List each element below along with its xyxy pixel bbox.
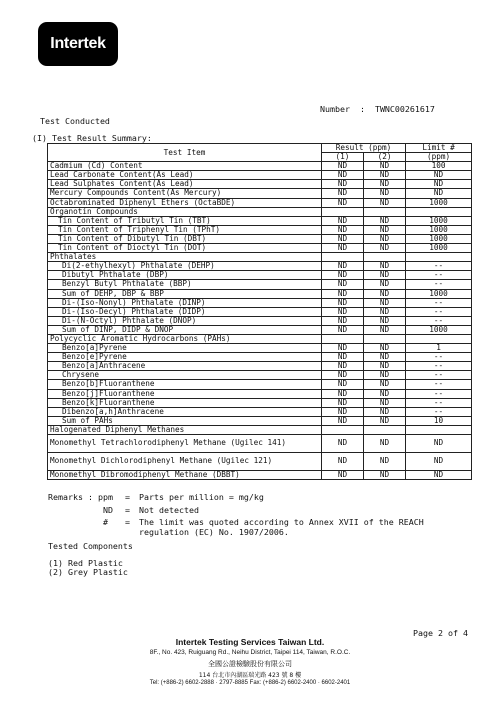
limit-cell: 10	[406, 416, 472, 425]
test-item-cell: Sum of PAHs	[48, 416, 322, 425]
remarks-hash-equals: =	[125, 517, 130, 527]
summary-title: (I) Test Result Summary:	[32, 133, 152, 143]
remarks-hash-definition: The limit was quoted according to Annex XVII of the REACH	[139, 517, 424, 527]
test-item-cell: Tin Content of Tributyl Tin (TBT)	[48, 216, 322, 225]
section-row	[48, 334, 472, 343]
result-2-cell: ND	[364, 307, 406, 316]
limit-cell: ND	[406, 453, 472, 471]
component-2: (2) Grey Plastic	[48, 567, 128, 577]
logo-text: Intertek	[50, 35, 106, 52]
result-2-cell: ND	[364, 298, 406, 307]
limit-cell: 100	[406, 162, 472, 171]
table-row	[48, 216, 472, 225]
table-row	[48, 225, 472, 234]
header-limit-unit: (ppm)	[406, 153, 472, 162]
test-item-cell: Di-(Iso-Decyl) Phthalate (DIDP)	[48, 307, 322, 316]
result-1-cell: ND	[322, 307, 364, 316]
limit-cell	[406, 334, 472, 343]
test-item-cell: Lead Carbonate Content(As Lead)	[48, 171, 322, 180]
table-row	[48, 353, 472, 362]
result-1-cell	[322, 207, 364, 216]
remarks-hash-key: #	[103, 517, 108, 527]
limit-cell	[406, 425, 472, 434]
table-row	[48, 162, 472, 171]
table-row	[48, 234, 472, 243]
intertek-logo	[38, 22, 118, 66]
result-2-cell: ND	[364, 416, 406, 425]
result-1-cell: ND	[322, 380, 364, 389]
limit-cell: 1000	[406, 325, 472, 334]
table-row	[48, 471, 472, 480]
result-1-cell: ND	[322, 189, 364, 198]
result-1-cell: ND	[322, 407, 364, 416]
result-1-cell: ND	[322, 280, 364, 289]
section-heading: Halogenated Diphenyl Methanes	[48, 425, 322, 434]
header-sample-2: (2)	[364, 153, 406, 162]
result-2-cell	[364, 334, 406, 343]
limit-cell: 1000	[406, 289, 472, 298]
test-item-cell: Cadmium (Cd) Content	[48, 162, 322, 171]
result-2-cell: ND	[364, 435, 406, 453]
table-row	[48, 271, 472, 280]
result-1-cell: ND	[322, 262, 364, 271]
table-row	[48, 371, 472, 380]
limit-cell: --	[406, 389, 472, 398]
test-item-cell: Sum of DEHP, DBP & BBP	[48, 289, 322, 298]
table-row	[48, 180, 472, 189]
report-number: Number : TWNC00261617	[320, 104, 435, 114]
result-1-cell: ND	[322, 162, 364, 171]
test-item-cell: Benzyl Butyl Phthalate (BBP)	[48, 280, 322, 289]
result-2-cell: ND	[364, 398, 406, 407]
limit-cell: 1000	[406, 244, 472, 253]
test-item-cell: Monomethyl Dichlorodiphenyl Methane (Ugilec 121)	[48, 453, 322, 471]
section-heading: Polycyclic Aromatic Hydrocarbons (PAHs)	[48, 334, 322, 343]
result-2-cell: ND	[364, 471, 406, 480]
header-test-item: Test Item	[48, 144, 322, 162]
result-2-cell: ND	[364, 371, 406, 380]
table-row	[48, 171, 472, 180]
header-result: Result (ppm)	[322, 144, 406, 153]
test-item-cell: Benzo[j]Fluoranthene	[48, 389, 322, 398]
result-1-cell: ND	[322, 453, 364, 471]
result-1-cell: ND	[322, 435, 364, 453]
result-2-cell: ND	[364, 289, 406, 298]
footer-chinese-address: 114 台北市內湖區瑞光路 423 號 8 樓	[198, 672, 302, 679]
test-item-cell: Di(2-ethylhexyl) Phthalate (DEHP)	[48, 262, 322, 271]
test-item-cell: Benzo[k]Fluoranthene	[48, 398, 322, 407]
table-row	[48, 362, 472, 371]
remarks-hash-definition-cont: regulation (EC) No. 1907/2006.	[139, 527, 289, 537]
result-1-cell: ND	[322, 271, 364, 280]
test-item-cell: Dibenzo[a,h]Anthracene	[48, 407, 322, 416]
limit-cell: --	[406, 371, 472, 380]
limit-cell: --	[406, 407, 472, 416]
result-2-cell: ND	[364, 316, 406, 325]
limit-cell: ND	[406, 189, 472, 198]
section-row	[48, 207, 472, 216]
limit-cell: --	[406, 316, 472, 325]
limit-cell: ND	[406, 435, 472, 453]
test-item-cell: Monomethyl Tetrachlorodiphenyl Methane (Ugilec 141)	[48, 435, 322, 453]
test-item-cell: Octabrominated Diphenyl Ethers (OctaBDE)	[48, 198, 322, 207]
table-row	[48, 389, 472, 398]
remarks-ppm-definition: Parts per million = mg/kg	[139, 492, 264, 502]
limit-cell: --	[406, 280, 472, 289]
result-2-cell: ND	[364, 244, 406, 253]
result-table	[47, 143, 472, 480]
test-conducted-heading: Test Conducted	[40, 116, 110, 126]
limit-cell: --	[406, 362, 472, 371]
result-1-cell: ND	[322, 344, 364, 353]
result-2-cell: ND	[364, 407, 406, 416]
result-2-cell: ND	[364, 280, 406, 289]
table-row	[48, 435, 472, 453]
result-1-cell: ND	[322, 471, 364, 480]
result-1-cell: ND	[322, 244, 364, 253]
limit-cell: ND	[406, 180, 472, 189]
table-row	[48, 398, 472, 407]
result-2-cell: ND	[364, 271, 406, 280]
limit-cell: ND	[406, 471, 472, 480]
section-heading: Organotin Compounds	[48, 207, 322, 216]
result-2-cell: ND	[364, 225, 406, 234]
test-item-cell: Mercury Compounds Content(As Mercury)	[48, 189, 322, 198]
table-row	[48, 244, 472, 253]
test-item-cell: Benzo[a]Pyrene	[48, 344, 322, 353]
table-row	[48, 344, 472, 353]
remarks-nd-equals: =	[125, 505, 130, 515]
limit-cell: ND	[406, 171, 472, 180]
section-row	[48, 425, 472, 434]
result-2-cell: ND	[364, 216, 406, 225]
footer-chinese-name: 全國公證檢驗股份有限公司	[208, 660, 292, 668]
footer-phones: Tel: (+886-2) 6602-2888 · 2797-8885 Fax: (+886-2) 6602-2400 · 6602-2401	[149, 680, 351, 686]
result-2-cell: ND	[364, 171, 406, 180]
table-row	[48, 198, 472, 207]
result-1-cell: ND	[322, 225, 364, 234]
result-2-cell: ND	[364, 234, 406, 243]
limit-cell: 1	[406, 344, 472, 353]
table-row	[48, 380, 472, 389]
footer-company: Intertek Testing Services Taiwan Ltd.	[175, 637, 325, 647]
result-2-cell: ND	[364, 180, 406, 189]
test-item-cell: Chrysene	[48, 371, 322, 380]
footer-address: 8F., No. 423, Ruiguang Rd., Neihu District, Taipei 114, Taiwan, R.O.C.	[149, 649, 351, 656]
test-item-cell: Sum of DINP, DIDP & DNOP	[48, 325, 322, 334]
limit-cell: --	[406, 298, 472, 307]
section-heading: Phthalates	[48, 253, 322, 262]
component-1: (1) Red Plastic	[48, 558, 123, 568]
remarks-ppm-equals: =	[125, 492, 130, 502]
table-row	[48, 407, 472, 416]
header-limit: Limit #	[406, 144, 472, 153]
result-1-cell: ND	[322, 389, 364, 398]
result-2-cell: ND	[364, 380, 406, 389]
limit-cell: --	[406, 262, 472, 271]
test-item-cell: Di-(Iso-Nonyl) Phthalate (DINP)	[48, 298, 322, 307]
result-1-cell: ND	[322, 398, 364, 407]
limit-cell: 1000	[406, 225, 472, 234]
limit-cell: --	[406, 307, 472, 316]
result-1-cell: ND	[322, 234, 364, 243]
limit-cell: --	[406, 271, 472, 280]
tested-components-title: Tested Components	[48, 541, 133, 551]
table-row	[48, 307, 472, 316]
limit-cell: 1000	[406, 198, 472, 207]
result-2-cell: ND	[364, 189, 406, 198]
test-item-cell: Benzo[e]Pyrene	[48, 353, 322, 362]
result-1-cell: ND	[322, 316, 364, 325]
limit-cell: --	[406, 398, 472, 407]
result-2-cell	[364, 253, 406, 262]
result-2-cell: ND	[364, 389, 406, 398]
result-1-cell	[322, 253, 364, 262]
result-2-cell: ND	[364, 162, 406, 171]
result-2-cell: ND	[364, 198, 406, 207]
test-item-cell: Lead Sulphates Content(As Lead)	[48, 180, 322, 189]
result-1-cell: ND	[322, 362, 364, 371]
limit-cell	[406, 253, 472, 262]
result-2-cell: ND	[364, 262, 406, 271]
test-item-cell: Di-(N-Octyl) Phthalate (DNOP)	[48, 316, 322, 325]
result-1-cell: ND	[322, 171, 364, 180]
result-1-cell	[322, 334, 364, 343]
result-2-cell: ND	[364, 362, 406, 371]
section-row	[48, 253, 472, 262]
result-2-cell: ND	[364, 353, 406, 362]
table-row	[48, 298, 472, 307]
result-2-cell: ND	[364, 344, 406, 353]
limit-cell: 1000	[406, 216, 472, 225]
table-row	[48, 189, 472, 198]
table-row	[48, 280, 472, 289]
result-1-cell: ND	[322, 416, 364, 425]
test-item-cell: Benzo[a]Anthracene	[48, 362, 322, 371]
result-1-cell: ND	[322, 289, 364, 298]
table-row	[48, 325, 472, 334]
result-1-cell: ND	[322, 325, 364, 334]
result-1-cell: ND	[322, 216, 364, 225]
table-row	[48, 416, 472, 425]
result-1-cell: ND	[322, 371, 364, 380]
header-sample-1: (1)	[322, 153, 364, 162]
result-2-cell	[364, 425, 406, 434]
table-row	[48, 262, 472, 271]
test-item-cell: Dibutyl Phthalate (DBP)	[48, 271, 322, 280]
result-2-cell	[364, 207, 406, 216]
result-1-cell	[322, 425, 364, 434]
result-1-cell: ND	[322, 353, 364, 362]
remarks-nd-key: ND	[103, 505, 113, 515]
result-2-cell: ND	[364, 453, 406, 471]
test-item-cell: Tin Content of Dibutyl Tin (DBT)	[48, 234, 322, 243]
result-1-cell: ND	[322, 198, 364, 207]
result-1-cell: ND	[322, 298, 364, 307]
table-row	[48, 453, 472, 471]
test-item-cell: Monomethyl Dibromodiphenyl Methane (DBBT)	[48, 471, 322, 480]
limit-cell: --	[406, 380, 472, 389]
result-2-cell: ND	[364, 325, 406, 334]
table-row	[48, 289, 472, 298]
remarks-label: Remarks : ppm	[48, 492, 113, 502]
limit-cell: --	[406, 353, 472, 362]
test-item-cell: Tin Content of Dioctyl Tin (DOT)	[48, 244, 322, 253]
test-item-cell: Tin Content of Triphenyl Tin (TPhT)	[48, 225, 322, 234]
test-item-cell: Benzo[b]Fluoranthene	[48, 380, 322, 389]
page-number: Page 2 of 4	[413, 628, 468, 638]
remarks-nd-definition: Not detected	[139, 505, 199, 515]
table-row	[48, 316, 472, 325]
limit-cell: 1000	[406, 234, 472, 243]
limit-cell	[406, 207, 472, 216]
result-1-cell: ND	[322, 180, 364, 189]
